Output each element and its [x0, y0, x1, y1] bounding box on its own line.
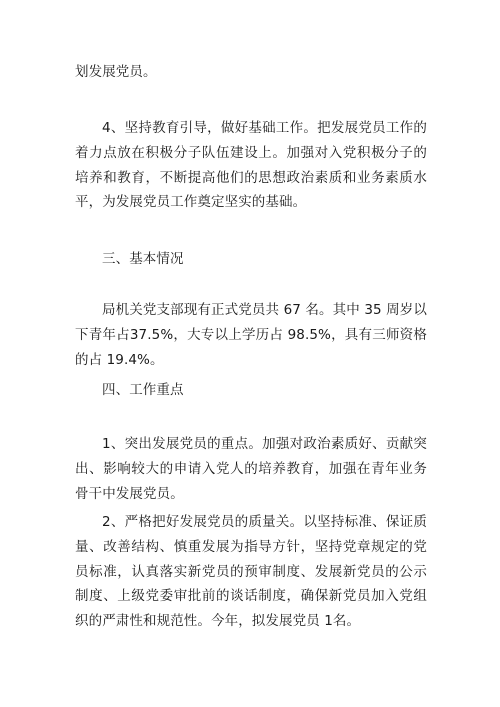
paragraph-basic-situation: 局机关党支部现有正式党员共 67 名。其中 35 周岁以下青年占37.5%，大专以上学历占 98.5%，具有三师资格的占 19.4%。	[75, 302, 427, 368]
paragraph-education-guidance: 4、坚持教育引导，做好基础工作。把发展党员工作的着力点放在积极分子队伍建设上。加强对入党积极分子的培养和教育，不断提高他们的思想政治素质和业务素质水平，为发展党员工作奠定坚实的基础。	[75, 120, 427, 211]
paragraph-focus-point-2: 2、严格把好发展党员的质量关。以坚持标准、保证质量、改善结构、慎重发展为指导方针，坚持党章规定的党员标准，认真落实新党员的预审制度、发展新党员的公示制度、上级党委审批前的谈话制度，确保新党员加入党组织的严肃性和规范性。今年，拟发展党员 1名。	[75, 514, 427, 630]
section-heading-basic-situation: 三、基本情况	[102, 251, 184, 267]
section-heading-work-focus: 四、工作重点	[102, 382, 184, 398]
paragraph-continuation: 划发展党员。	[75, 64, 157, 80]
paragraph-focus-point-1: 1、突出发展党员的重点。加强对政治素质好、贡献突出、影响较大的申请入党人的培养教育，加强在青年业务骨干中发展党员。	[75, 436, 427, 502]
